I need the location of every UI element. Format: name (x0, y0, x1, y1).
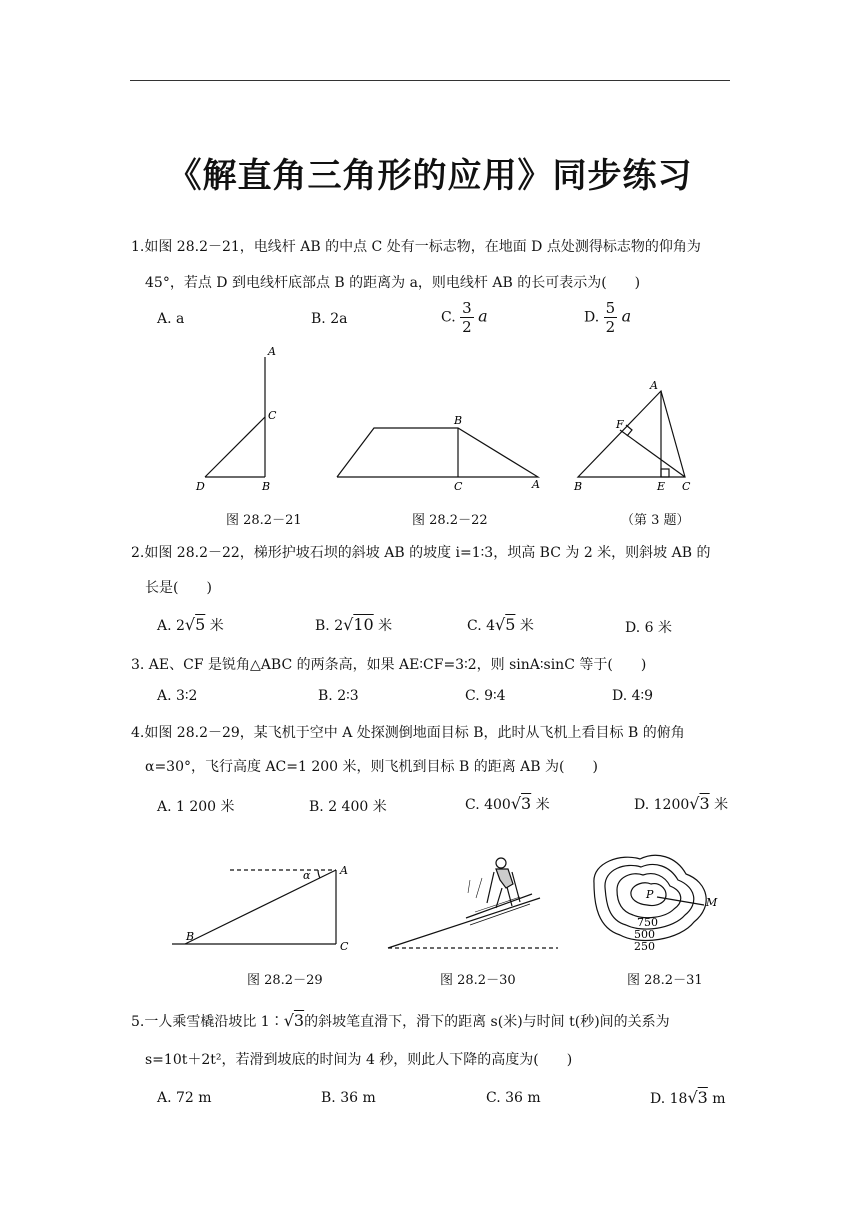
q2-option-c-coef: C. 4 (467, 618, 496, 634)
fig29-label-b: B (186, 930, 195, 943)
q5-stem-radicand: 3 (293, 1011, 305, 1030)
fig31-contour-250: 250 (634, 940, 655, 953)
q4-option-d (634, 794, 728, 814)
q1-option-b: B. 2a (311, 311, 348, 327)
q1-option-c-var: a (478, 306, 488, 326)
q2-stem-line1: 2.如图 28.2－22，梯形护坡石坝的斜坡 AB 的坡度 i=1∶3，坝高 BC 为 2 米，则斜坡 AB 的 (131, 545, 711, 561)
q4-option-c-coef: C. 400 (465, 797, 511, 813)
q2-option-c-radicand: 5 (505, 615, 516, 634)
q3-option-d: D. 4∶9 (612, 688, 654, 704)
fig31-label-p: P (646, 888, 654, 901)
q5-stem-line1-post: 的斜坡笔直滑下，滑下的距离 s(米)与时间 t(秒)间的关系为 (304, 1014, 670, 1030)
q1-stem-line1: 1.如图 28.2－21，电线杆 AB 的中点 C 处有一标志物，在地面 D 点处测得标志物的仰角为 (131, 239, 701, 255)
header-rule (130, 80, 730, 81)
q1-option-d (584, 299, 631, 336)
q5-option-d-radicand: 3 (697, 1088, 708, 1107)
fig21-label-a: A (268, 345, 276, 358)
q2-option-b-sqrt: √10 (343, 615, 374, 634)
q5-option-c: C. 36 m (486, 1090, 541, 1106)
q4-option-d-radicand: 3 (699, 794, 710, 813)
q5-stem-sqrt: √3 (283, 1011, 305, 1030)
q2-option-c-sqrt: √5 (495, 615, 516, 634)
q4-option-d-coef: D. 1200 (634, 797, 690, 813)
q5-option-d-sqrt: √3 (687, 1088, 708, 1107)
q2-option-c-unit: 米 (519, 618, 534, 634)
q1-option-c-denominator: 2 (462, 318, 472, 336)
q4-stem-line2: α=30°，飞行高度 AC=1 200 米，则飞机到目标 B 的距离 AB 为( ) (145, 759, 598, 775)
q1-option-d-prefix: D. (584, 309, 600, 326)
caption-fig-28-2-30: 图 28.2－30 (440, 973, 516, 988)
q1-option-a: A. a (157, 311, 185, 327)
q1-option-c-fraction (460, 299, 474, 336)
q2-option-d: D. 6 米 (625, 620, 672, 636)
q5-stem-line2: s=10t＋2t²，若滑到坡底的时间为 4 秒，则此人下降的高度为( ) (145, 1052, 573, 1068)
q2-option-b-radicand: 10 (353, 615, 374, 634)
q2-option-b-unit: 米 (378, 618, 393, 634)
q4-option-b: B. 2 400 米 (309, 799, 387, 815)
fig21-label-b: B (262, 480, 271, 493)
caption-fig-28-2-31: 图 28.2－31 (627, 973, 703, 988)
q4-option-d-sqrt: √3 (689, 794, 710, 813)
fig3-label-a: A (650, 379, 658, 392)
fig3-label-e: E (657, 480, 666, 493)
fig29-label-alpha: α (303, 869, 311, 882)
q2-option-a-sqrt: √5 (184, 615, 206, 634)
q4-option-c-unit: 米 (535, 797, 550, 813)
q1-option-d-var: a (621, 306, 632, 326)
q3-stem: 3. AE、CF 是锐角△ABC 的两条高，如果 AE∶CF=3∶2，则 sinA∶sinC 等于( ) (131, 657, 647, 673)
q2-option-a-radicand: 5 (195, 615, 206, 634)
fig29-label-c: C (340, 940, 349, 953)
q1-option-c-numerator: 3 (462, 299, 472, 317)
q1-option-c-prefix: C. (441, 309, 456, 326)
q4-option-d-unit: 米 (714, 797, 729, 813)
q4-option-a: A. 1 200 米 (157, 799, 235, 815)
fig3-label-b: B (574, 480, 583, 493)
q5-option-b: B. 36 m (321, 1090, 376, 1106)
caption-fig-28-2-22: 图 28.2－22 (412, 513, 488, 528)
fig31-contour-750: 750 (637, 916, 658, 929)
fig22-label-c: C (454, 480, 463, 493)
q1-option-d-denominator: 2 (605, 318, 616, 336)
q2-option-b (315, 615, 392, 635)
q1-option-d-numerator: 5 (605, 299, 616, 317)
q5-stem-line1-pre: 5.一人乘雪橇沿坡比 1∶ (131, 1014, 284, 1030)
q2-option-c (467, 615, 534, 635)
q3-option-c: C. 9∶4 (465, 688, 506, 704)
q4-stem-line1: 4.如图 28.2－29，某飞机于空中 A 处探测倒地面目标 B，此时从飞机上看目标 B 的俯角 (131, 725, 685, 741)
fig31-contour-500: 500 (634, 928, 655, 941)
q3-option-b: B. 2∶3 (318, 688, 359, 704)
q5-option-d-unit: m (712, 1091, 726, 1107)
fig3-label-c: C (682, 480, 691, 493)
q1-option-c (441, 299, 488, 336)
fig3-label-f: F (616, 418, 624, 431)
q5-stem-line1 (131, 1011, 670, 1031)
q1-option-d-fraction (604, 299, 618, 336)
q5-option-d-coef: D. 18 (650, 1091, 688, 1107)
caption-fig-28-2-29: 图 28.2－29 (247, 973, 323, 988)
fig21-label-c: C (268, 409, 277, 422)
q5-option-d (650, 1088, 726, 1107)
page-title: 《解直角三角形的应用》同步练习 (167, 156, 693, 196)
q2-stem-line2: 长是( ) (145, 580, 212, 596)
q2-option-a-coef: A. 2 (157, 618, 185, 634)
skier-icon (468, 858, 520, 908)
q2-option-a-unit: 米 (209, 618, 224, 634)
caption-fig-28-2-21: 图 28.2－21 (226, 513, 302, 528)
fig22-label-a: A (532, 478, 540, 491)
fig29-label-a: A (340, 864, 348, 877)
q4-option-c (465, 794, 550, 814)
fig22-label-b: B (454, 414, 463, 427)
q4-option-c-radicand: 3 (521, 794, 532, 813)
q2-option-a (157, 615, 224, 635)
q4-option-c-sqrt: √3 (510, 794, 532, 813)
q1-stem-line2: 45°，若点 D 到电线杆底部点 B 的距离为 a，则电线杆 AB 的长可表示为( ) (145, 275, 641, 291)
caption-problem-3: （第 3 题） (621, 513, 690, 528)
fig31-label-m: M (706, 896, 718, 909)
q2-option-b-coef: B. 2 (315, 618, 344, 634)
q5-option-a: A. 72 m (157, 1090, 212, 1106)
fig21-label-d: D (196, 480, 205, 493)
q3-option-a: A. 3∶2 (157, 688, 198, 704)
